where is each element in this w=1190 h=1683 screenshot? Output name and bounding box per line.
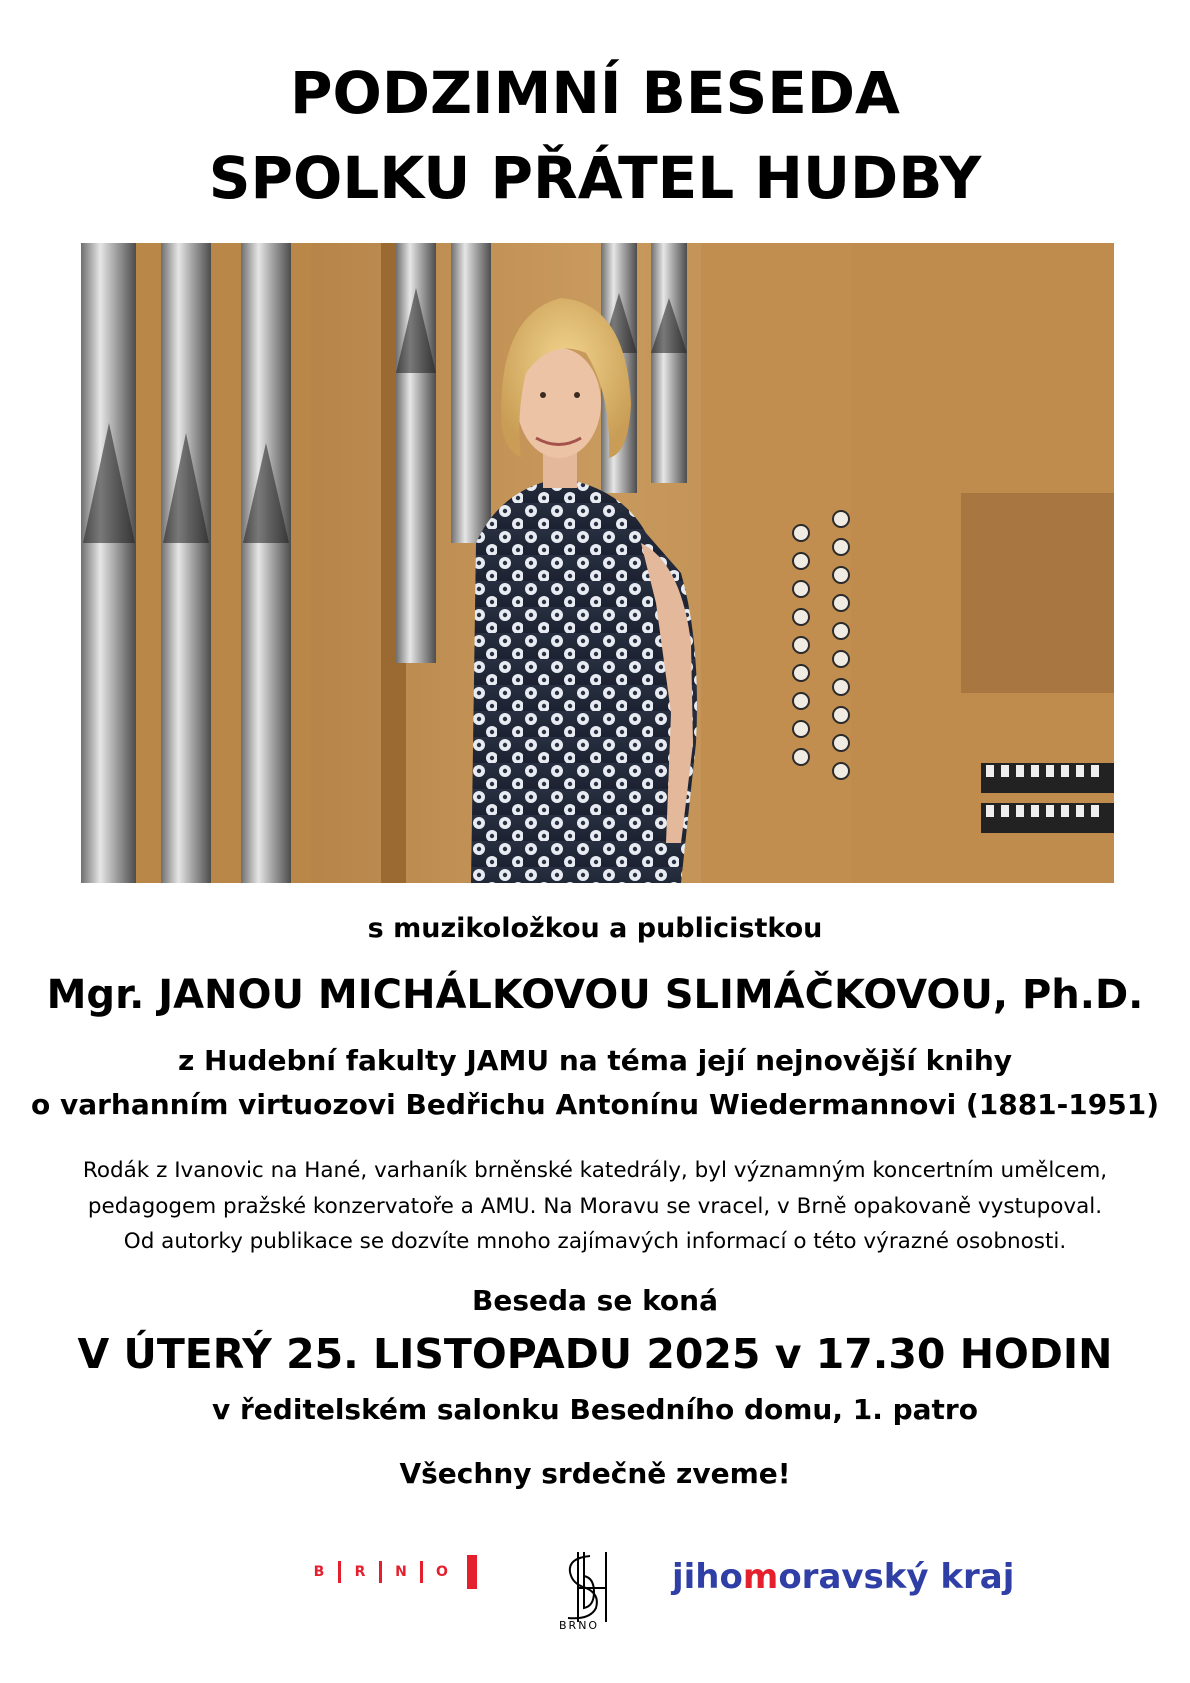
description-line-3: Od autorky publikace se dozvíte mnoho zajímavých informací o této výrazné osobnosti.: [123, 1229, 1067, 1254]
topic-line-1: z Hudební fakulty JAMU na téma její nejnovější knihy: [178, 1044, 1012, 1077]
sph-logo-label: BRNO: [559, 1619, 600, 1632]
invitation-text: Všechny srdečně zveme!: [399, 1457, 791, 1490]
jihomoravsky-kraj-logo: [672, 1557, 1014, 1597]
kraj-logo-prefix: jiho: [672, 1557, 743, 1597]
title-line-1: PODZIMNÍ BESEDA: [290, 59, 900, 127]
brno-logo-letter: O: [436, 1564, 448, 1580]
brno-logo-letter: N: [395, 1564, 407, 1580]
brno-logo-letter: B: [313, 1564, 325, 1580]
logo-strip: [0, 1540, 1190, 1640]
brno-logo-bar: [467, 1555, 477, 1589]
description-line-2: pedagogem pražské konzervatoře a AMU. Na Moravu se vracel, v Brně opakovaně vystupoval.: [87, 1194, 1103, 1219]
title-line-2: SPOLKU PŘÁTEL HUDBY: [208, 144, 982, 212]
description-line-1: Rodák z Ivanovic na Hané, varhaník brněnské katedrály, byl významným koncertním umělcem,: [82, 1158, 1108, 1183]
event-intro: Beseda se koná: [471, 1284, 718, 1317]
event-location: v ředitelském salonku Besedního domu, 1. patro: [212, 1393, 978, 1426]
kraj-logo-highlight: m: [742, 1557, 779, 1597]
event-date-time: V ÚTERÝ 25. LISTOPADU 2025 v 17.30 HODIN: [77, 1330, 1113, 1378]
kraj-logo-suffix: oravský kraj: [778, 1557, 1015, 1597]
brno-logo-letter: R: [354, 1564, 366, 1580]
sph-monogram-logo: [560, 1548, 612, 1628]
organ-portrait-photo: [81, 243, 1114, 883]
topic-line-2: o varhanním virtuozovi Bedřichu Antonínu Wiedermannovi (1881-1951): [30, 1088, 1160, 1121]
brno-logo: [300, 1555, 477, 1589]
intro-text: s muzikoložkou a publicistkou: [367, 913, 823, 944]
speaker-name: Mgr. JANOU MICHÁLKOVOU SLIMÁČKOVOU, Ph.D.: [46, 972, 1144, 1018]
